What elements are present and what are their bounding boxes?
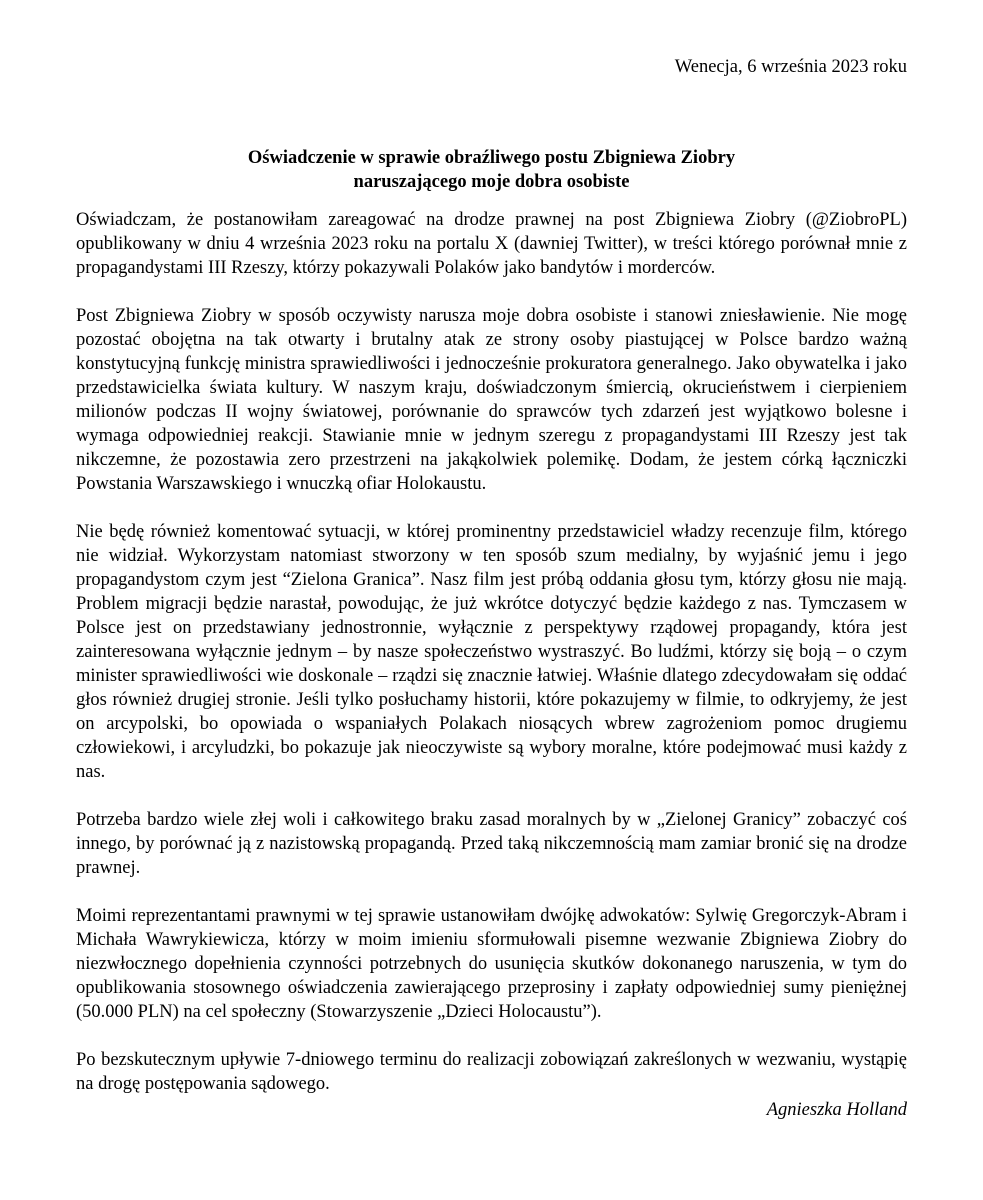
paragraph-4: Potrzeba bardzo wiele złej woli i całkowitego braku zasad moralnych by w „Zielonej Granicy” zobaczyć coś innego, by porównać ją z nazistowską propagandą. Przed taką nikczemnością mam zamiar bronić się na drodze prawnej. (76, 810, 907, 878)
statement-body (76, 208, 907, 1120)
paragraph-3: Nie będę również komentować sytuacji, w której prominentny przedstawiciel władzy recenzuje film, którego nie widział. Wykorzystam natomiast stworzony w ten sposób szum medialny, by wyjaśnić jemu i jego propagandystom czym jest “Zielona Granica”. Nasz film jest próbą oddania głosu tym, którzy głosu nie mają. Problem migracji będzie narastał, powodując, że już wkrótce dotyczyć będzie każdego z nas. Tymczasem w Polsce jest on przedstawiany jednostronnie, wyłącznie z perspektywy rządowej propagandy, która jest zainteresowana wyłącznie jednym – by nasze społeczeństwo wystraszyć. Bo ludźmi, którzy się boją – o czym minister sprawiedliwości wie doskonale – rządzi się znacznie łatwiej. Właśnie dlatego zdecydowałam się oddać głos również drugiej stronie. Jeśli tylko posłuchamy historii, które pokazujemy w filmie, to odkryjemy, że jest on arcypolski, bo opowiada o wspaniałych Polakach niosących wbrew zagrożeniom pomoc drugiemu człowiekowi, i arcyludzki, bo pokazuje jak nieoczywiste są wybory moralne, które podejmować musi każdy z nas. (76, 522, 907, 782)
paragraph-6: Po bezskutecznym upływie 7-dniowego terminu do realizacji zobowiązań zakreślonych w wezwaniu, wystąpię na drogę postępowania sądowego. (76, 1050, 907, 1094)
title-line-1: Oświadczenie w sprawie obraźliwego postu Zbigniewa Ziobry (247, 148, 736, 168)
paragraph-5: Moimi reprezentantami prawnymi w tej sprawie ustanowiłam dwójkę adwokatów: Sylwię Gregorczyk-Abram i Michała Wawrykiewicza, którzy w moim imieniu sformułowali pisemne wezwanie Zbigniewa Ziobry do niezwłocznego dopełnienia czynności potrzebnych do usunięcia skutków dokonanego naruszenia, w tym do opublikowania stosownego oświadczenia zawierającego przeprosiny i zapłaty odpowiedniej sumy pieniężnej (50.000 PLN) na cel społeczny (Stowarzyszenie „Dzieci Holocaustu”). (76, 906, 907, 1022)
place-date: Wenecja, 6 września 2023 roku (674, 57, 907, 77)
document-title (76, 146, 907, 194)
paragraph-1: Oświadczam, że postanowiłam zareagować na drodze prawnej na post Zbigniewa Ziobry (@ZiobroPL) opublikowany w dniu 4 września 2023 roku na portalu X (dawniej Twitter), w treści którego porównał mnie z propagandystami III Rzeszy, którzy pokazywali Polaków jako bandytów i morderców. (76, 210, 907, 278)
paragraph-2: Post Zbigniewa Ziobry w sposób oczywisty narusza moje dobra osobiste i stanowi zniesławienie. Nie mogę pozostać obojętna na tak otwarty i brutalny atak ze strony osoby piastującej w Polsce bardzo ważną konstytucyjną funkcję ministra sprawiedliwości i jednocześnie prokuratora generalnego. Jako obywatelka i jako przedstawicielka świata kultury. W naszym kraju, doświadczonym śmiercią, okrucieństwem i cierpieniem milionów podczas II wojny światowej, porównanie do sprawców tych zdarzeń jest wyjątkowo bolesne i wymaga odpowiedniej reakcji. Stawianie mnie w jednym szeregu z propagandystami III Rzeszy jest tak nikczemne, że pozostawia zero przestrzeni na jakąkolwiek polemikę. Dodam, że jestem córką łączniczki Powstania Warszawskiego i wnuczką ofiar Holokaustu. (76, 306, 907, 494)
title-line-2: naruszającego moje dobra osobiste (353, 172, 630, 192)
signature: Agnieszka Holland (766, 1100, 907, 1120)
